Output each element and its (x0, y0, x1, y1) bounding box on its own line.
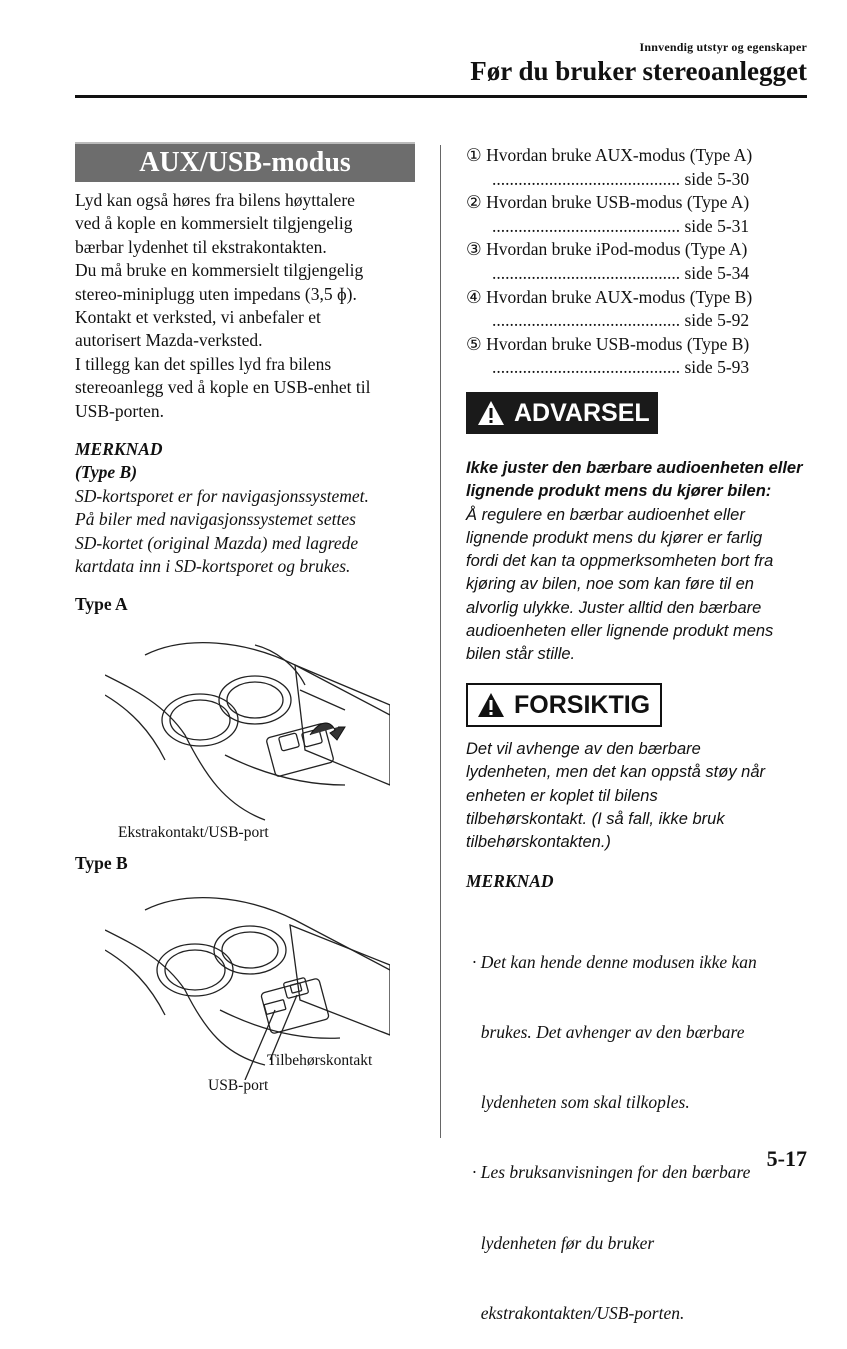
note-heading: MERKNAD (75, 439, 163, 459)
toc-entry (466, 191, 811, 215)
intro-line: I tillegg kan det spilles lyd fra bilens (75, 353, 332, 374)
warning-body (466, 504, 811, 667)
toc-text: Hvordan bruke AUX-modus (Type B) (486, 286, 753, 307)
intro-line: Kontakt et verksted, vi anbefaler et (75, 307, 321, 328)
caution-badge (466, 683, 662, 727)
caution-line: tilbehørskontakten.) (466, 833, 611, 852)
right-note-heading: MERKNAD (466, 871, 554, 891)
warning-triangle-icon (476, 399, 506, 427)
intro-paragraph (75, 189, 420, 423)
warning-line: alvorlig ulykke. Juster alltid den bærbare (466, 598, 762, 617)
warning-heading (466, 457, 811, 504)
intro-line: USB-porten. (75, 400, 164, 421)
intro-line: Du må bruke en kommersielt tilgjengelig (75, 260, 364, 281)
warning-heading-line: lignende produkt mens du kjører bilen: (466, 482, 772, 501)
page-title: Før du bruker stereoanlegget (470, 56, 807, 86)
warning-line: Å regulere en bærbar audioenhet eller (466, 505, 745, 524)
warning-heading-line: Ikke juster den bærbare audioenheten eller (466, 459, 803, 477)
warning-line: kjøring av bilen, noe som kan føre til en (466, 575, 754, 594)
caution-label: FORSIKTIG (514, 690, 651, 719)
page-number: 5-17 (766, 1146, 807, 1171)
note-bullet-line: lydenheten før du bruker (472, 1232, 655, 1253)
note-line: SD-kortet (original Mazda) med lagrede (75, 532, 359, 553)
toc-page-ref: ........................................... side 5-31 (492, 215, 750, 236)
note-bullet-line: · Det kan hende denne modusen ikke kan (472, 951, 757, 972)
toc-number: ② (466, 192, 482, 213)
caution-line: Det vil avhenge av den bærbare (466, 740, 701, 758)
toc-number: ⑤ (466, 333, 482, 354)
type-a-label: Type A (75, 594, 128, 614)
caution-line: lydenheten, men det kan oppstå støy når (466, 763, 766, 782)
running-header-section: Innvendig utstyr og egenskaper (639, 40, 807, 54)
type-b-caption-usb-port: USB-port (208, 1077, 269, 1094)
note-line: kartdata inn i SD-kortsporet og brukes. (75, 556, 351, 577)
warning-line: audioenheten eller lignende produkt mens (466, 622, 774, 641)
note-bullet-line: ekstrakontakten/USB-porten. (472, 1302, 685, 1323)
toc-number: ③ (466, 239, 482, 260)
toc-entry (466, 144, 811, 168)
intro-line: autorisert Mazda-verksted. (75, 330, 263, 351)
toc-number: ④ (466, 286, 482, 307)
type-a-caption: Ekstrakontakt/USB-port (118, 824, 269, 841)
right-note-list (472, 904, 812, 1349)
section-title: AUX/USB-modus (75, 142, 415, 182)
toc-text: Hvordan bruke USB-modus (Type B) (486, 333, 750, 354)
note-line: På biler med navigasjonssystemet settes (75, 509, 356, 530)
toc-page-ref: ........................................... side 5-30 (492, 168, 750, 189)
warning-line: lignende produkt mens du kjører er farlig (466, 528, 763, 547)
toc-number: ① (466, 145, 482, 165)
intro-line: bærbar lydenhet til ekstrakontakten. (75, 236, 327, 257)
toc-text: Hvordan bruke iPod-modus (Type A) (486, 239, 748, 260)
note-line: SD-kortsporet er for navigasjonssystemet. (75, 485, 369, 506)
caution-body (466, 738, 811, 854)
toc-entry (466, 238, 811, 262)
toc-text: Hvordan bruke AUX-modus (Type A) (486, 145, 753, 165)
header-rule (75, 95, 807, 98)
toc-page-ref: ........................................... side 5-34 (492, 263, 750, 283)
type-a-console-illustration (105, 635, 390, 830)
note-bullet-line: · Les bruksanvisningen for den bærbare (472, 1162, 751, 1183)
caution-triangle-icon (476, 691, 506, 719)
intro-line: stereoanlegg ved å kople en USB-enhet til (75, 377, 371, 398)
warning-badge (466, 392, 658, 434)
warning-line: bilen står stille. (466, 645, 576, 664)
left-note (75, 438, 420, 578)
toc-page-ref: ........................................... side 5-93 (492, 357, 750, 378)
warning-label: ADVARSEL (514, 398, 650, 427)
type-b-label: Type B (75, 853, 128, 873)
toc-entry (466, 286, 811, 310)
intro-line: stereo-miniplugg uten impedans (3,5 ɸ). (75, 283, 357, 304)
toc-text: Hvordan bruke USB-modus (Type A) (486, 192, 750, 213)
intro-line: Lyd kan også høres fra bilens høyttalere (75, 190, 355, 210)
note-bullet-line: brukes. Det avhenger av den bærbare (472, 1022, 745, 1043)
type-b-caption-accessory-socket: Tilbehørskontakt (267, 1052, 373, 1069)
caution-line: enheten er koplet til bilens (466, 786, 658, 805)
column-divider (440, 145, 441, 1138)
note-subheading: (Type B) (75, 462, 138, 483)
toc-page-ref: ........................................... side 5-92 (492, 310, 750, 331)
warning-line: fordi det kan ta oppmerksomheten bort fra (466, 552, 774, 571)
intro-line: ved å kople en kommersielt tilgjengelig (75, 213, 353, 234)
note-bullet-line: lydenheten som skal tilkoples. (472, 1092, 690, 1113)
toc-entry (466, 333, 811, 357)
caution-line: tilbehørskontakt. (I så fall, ikke bruk (466, 809, 725, 828)
